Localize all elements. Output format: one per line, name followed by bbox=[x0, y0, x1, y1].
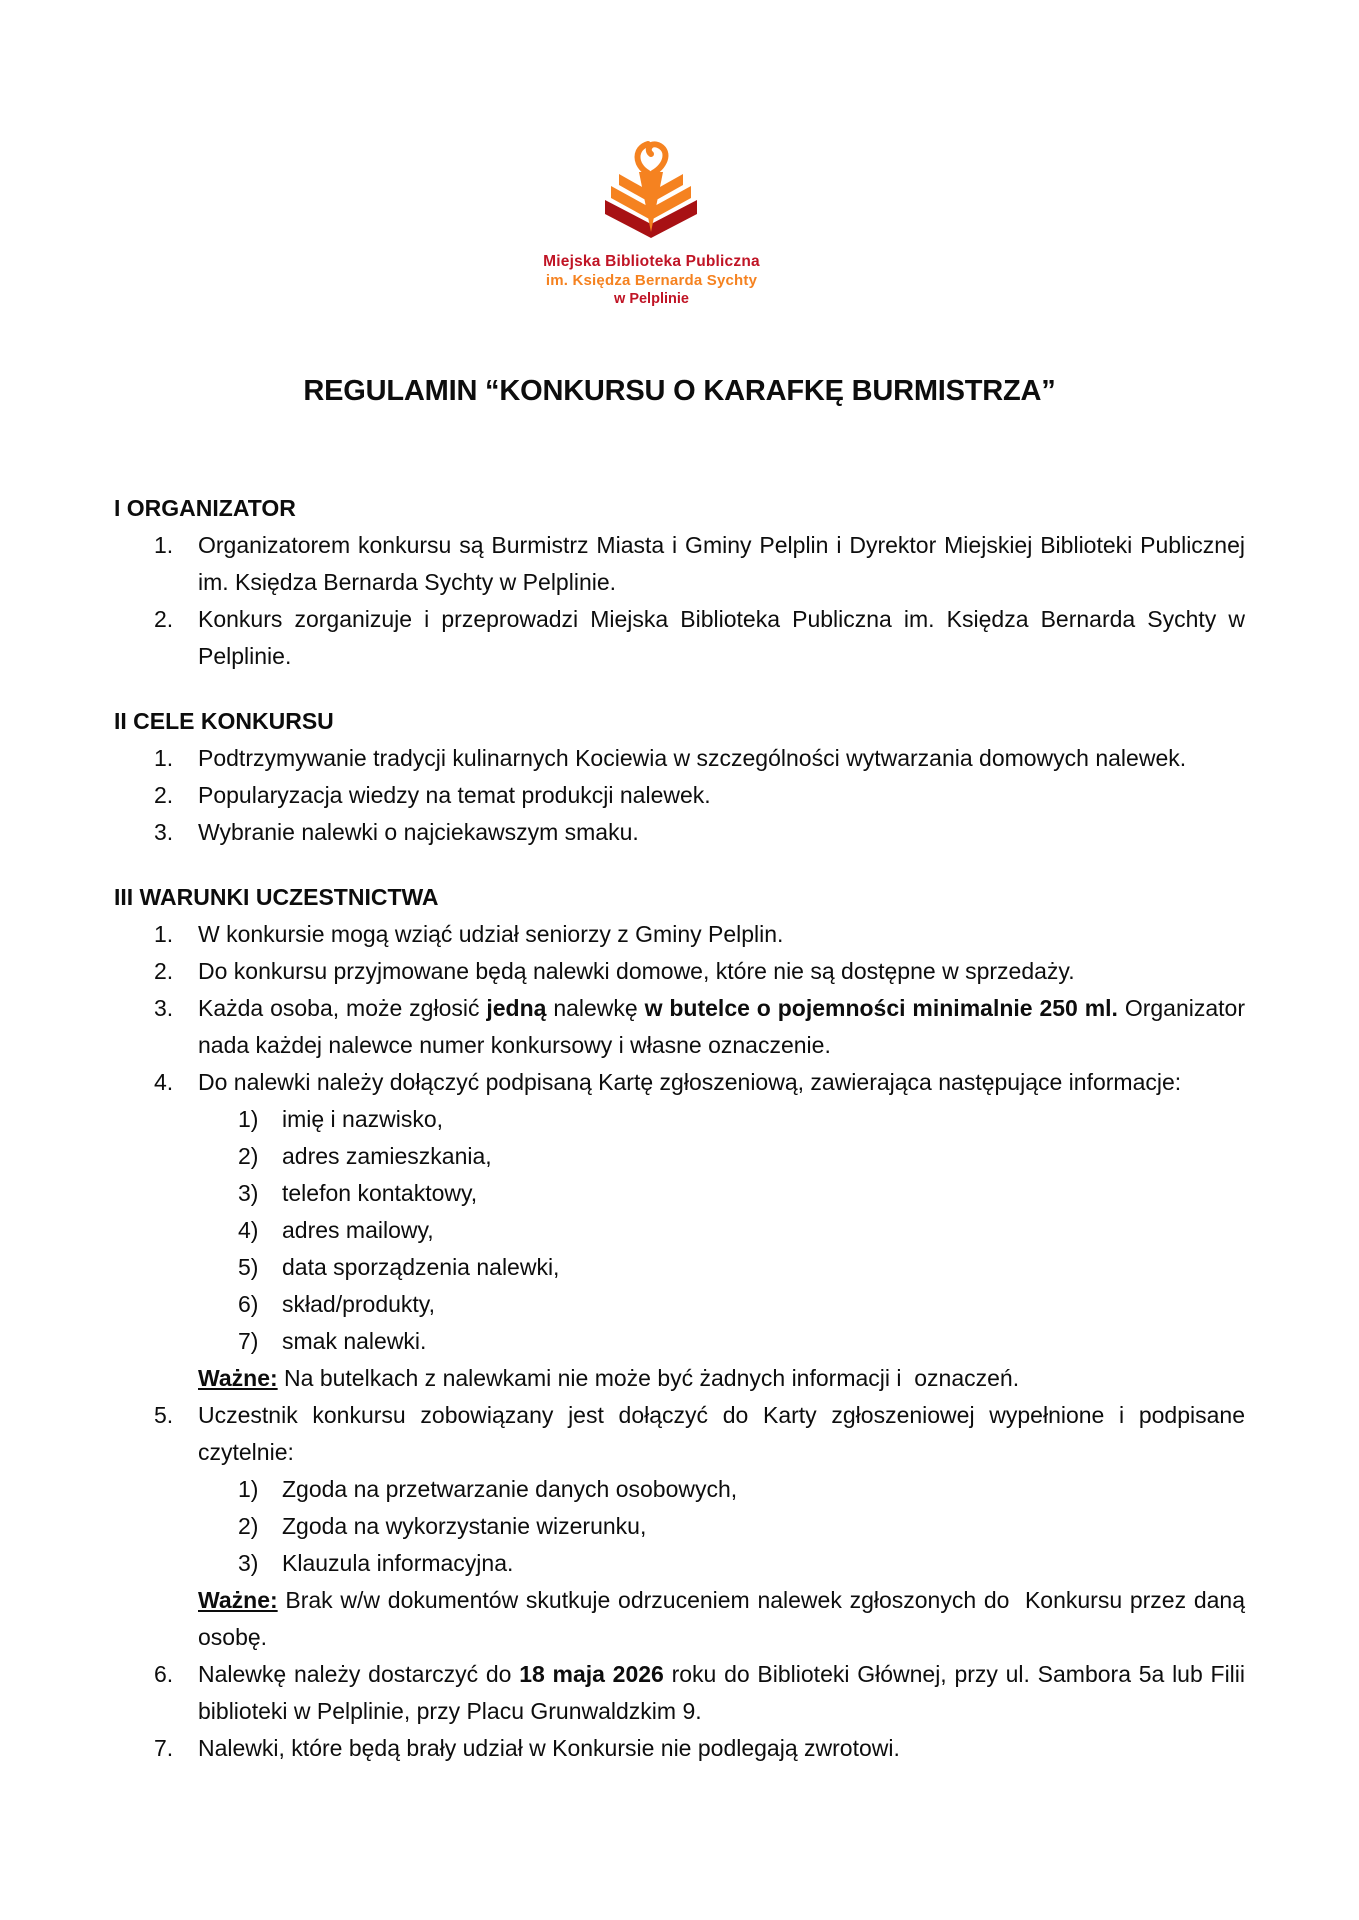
list-item bbox=[114, 1730, 1245, 1767]
open-book-flame-icon bbox=[599, 140, 703, 240]
important-note bbox=[198, 1582, 1252, 1656]
section-heading: III WARUNKI UCZESTNICTWA bbox=[114, 884, 439, 910]
logo-library-name: Miejska Biblioteka Publiczna bbox=[543, 253, 760, 270]
list-item-text bbox=[198, 953, 1245, 990]
text-run: Nalewki, które będą brały udział w Konkursie nie podlegają zwrotowi. bbox=[198, 1735, 900, 1761]
text-run: Do konkursu przyjmowane będą nalewki domowe, które nie są dostępne w sprzedaży. bbox=[198, 958, 1075, 984]
list-item bbox=[114, 740, 1245, 777]
section-heading: II CELE KONKURSU bbox=[114, 708, 334, 734]
text-run: Konkurs zorganizuje i przeprowadzi Miejska Biblioteka Publiczna im. Księdza Bernarda Sychty w Pelplinie. bbox=[198, 606, 1245, 669]
list-item bbox=[114, 990, 1245, 1064]
list-item-text bbox=[198, 527, 1245, 601]
list-item-text bbox=[198, 916, 1245, 953]
list-item-text bbox=[198, 1656, 1245, 1730]
logo-city-name: w Pelplinie bbox=[614, 291, 689, 307]
sub-list-item: Zgoda na przetwarzanie danych osobowych, bbox=[282, 1476, 738, 1502]
list-item bbox=[114, 1656, 1245, 1730]
text-run: Brak w/w dokumentów skutkuje odrzuceniem nalewek zgłoszonych do Konkursu przez daną osobę. bbox=[198, 1587, 1252, 1650]
text-run: Na butelkach z nalewkami nie może być żadnych informacji i oznaczeń. bbox=[277, 1365, 1020, 1391]
list-item-text bbox=[198, 990, 1245, 1064]
text-run: roku do Biblioteki Głównej, przy ul. Sambora 5a lub Filii biblioteki w Pelplinie, przy Placu Grunwaldzkim 9. bbox=[198, 1661, 1246, 1724]
text-run: Uczestnik konkursu zobowiązany jest dołączyć do Karty zgłoszeniowej wypełnione i podpisane czytelnie: bbox=[198, 1402, 1245, 1465]
text-run: Organizatorem konkursu są Burmistrz Miasta i Gminy Pelplin i Dyrektor Miejskiej Biblioteki Publicznej im. Księdza Bernarda Sychty w Pelplinie. bbox=[198, 532, 1245, 595]
list-item-text bbox=[198, 1397, 1245, 1471]
numbered-list bbox=[114, 916, 1252, 1767]
sub-list-item: skład/produkty, bbox=[282, 1291, 435, 1317]
sub-list-item: telefon kontaktowy, bbox=[282, 1180, 478, 1206]
sub-list bbox=[198, 1101, 1245, 1360]
sub-list-item: imię i nazwisko, bbox=[282, 1106, 444, 1132]
list-item-text bbox=[198, 601, 1245, 675]
list-item-text bbox=[198, 1064, 1245, 1101]
sub-list-item: Zgoda na wykorzystanie wizerunku, bbox=[282, 1513, 647, 1539]
list-item-text bbox=[198, 814, 1245, 851]
list-item-text bbox=[198, 1730, 1245, 1767]
text-run: Do nalewki należy dołączyć podpisaną Kartę zgłoszeniową, zawierająca następujące informacje: bbox=[198, 1069, 1182, 1095]
numbered-list bbox=[114, 527, 1245, 675]
sub-list-item: smak nalewki. bbox=[282, 1328, 427, 1354]
sub-list bbox=[198, 1471, 1245, 1582]
text-run: Podtrzymywanie tradycji kulinarnych Kociewia w szczególności wytwarzania domowych nalewek. bbox=[198, 745, 1187, 771]
list-item bbox=[114, 601, 1245, 675]
text-run: Każda osoba, może zgłosić bbox=[198, 995, 487, 1021]
list-item bbox=[114, 527, 1245, 601]
text-run: Ważne: bbox=[198, 1587, 278, 1613]
sub-list-item: adres mailowy, bbox=[282, 1217, 434, 1243]
document-body bbox=[114, 490, 1252, 1767]
text-run: Nalewkę należy dostarczyć do bbox=[198, 1661, 520, 1687]
list-item bbox=[114, 916, 1245, 953]
text-run: Organizator nada każdej nalewce numer konkursowy i własne oznaczenie. bbox=[198, 995, 1245, 1058]
text-run: jedną bbox=[486, 995, 547, 1021]
list-item bbox=[114, 777, 1245, 814]
text-run: 18 maja 2026 bbox=[519, 1661, 664, 1687]
list-item bbox=[114, 814, 1245, 851]
library-logo bbox=[543, 0, 760, 309]
text-run: Popularyzacja wiedzy na temat produkcji nalewek. bbox=[198, 782, 711, 808]
list-item bbox=[114, 953, 1245, 990]
numbered-list bbox=[114, 740, 1245, 851]
logo-patron-name: im. Księdza Bernarda Sychty bbox=[545, 272, 758, 289]
section-heading: I ORGANIZATOR bbox=[114, 495, 296, 521]
sub-list-item: adres zamieszkania, bbox=[282, 1143, 492, 1169]
important-note bbox=[198, 1360, 1245, 1397]
list-item-text bbox=[198, 777, 1245, 814]
text-run: w butelce o pojemności minimalnie 250 ml. bbox=[644, 995, 1118, 1021]
text-run: Ważne: bbox=[198, 1365, 278, 1391]
sub-list-item: Klauzula informacyjna. bbox=[282, 1550, 514, 1576]
list-item-text bbox=[198, 740, 1245, 777]
list-item bbox=[114, 1064, 1245, 1397]
text-run: Wybranie nalewki o najciekawszym smaku. bbox=[198, 819, 639, 845]
list-item bbox=[114, 1397, 1252, 1656]
sub-list-item: data sporządzenia nalewki, bbox=[282, 1254, 560, 1280]
text-run: W konkursie mogą wziąć udział seniorzy z Gminy Pelplin. bbox=[198, 921, 784, 947]
document-title: REGULAMIN “KONKURSU O KARAFKĘ BURMISTRZA” bbox=[303, 375, 1056, 407]
text-run: nalewkę bbox=[546, 995, 645, 1021]
